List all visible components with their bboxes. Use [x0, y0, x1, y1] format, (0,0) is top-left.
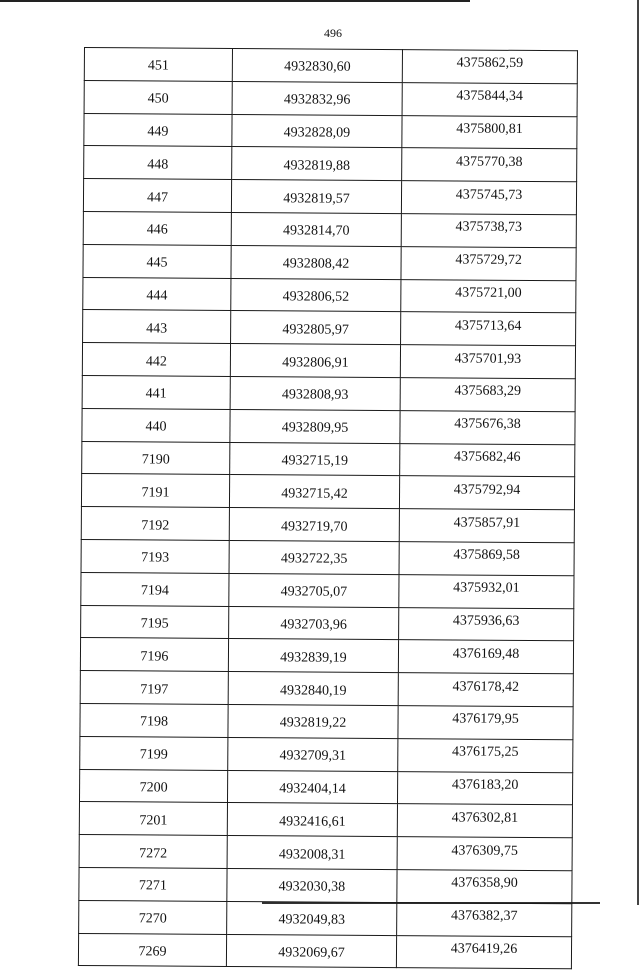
point-number-cell: 7199: [80, 736, 228, 770]
x-coordinate-cell: 4932715,19: [230, 442, 400, 476]
x-coordinate-cell: 4932832,96: [232, 81, 402, 115]
table-row: [84, 80, 577, 116]
table-row: [83, 179, 576, 215]
y-coordinate-cell: 4375932,01: [399, 574, 574, 608]
point-number-cell: 443: [83, 310, 231, 344]
x-coordinate-cell: 4932809,95: [230, 409, 400, 443]
x-coordinate-cell: 4932819,22: [228, 704, 398, 738]
point-number-cell: 7271: [79, 867, 227, 901]
x-coordinate-cell: 4932828,09: [232, 114, 402, 148]
point-number-cell: 7191: [81, 474, 229, 508]
point-number-cell: 7195: [81, 605, 229, 639]
y-coordinate-cell: 4376183,20: [397, 771, 572, 805]
table-row: [80, 736, 573, 772]
y-coordinate-cell: 4376175,25: [398, 738, 573, 772]
y-coordinate-cell: 4376382,37: [397, 902, 572, 936]
point-number-cell: 450: [84, 80, 232, 114]
y-coordinate-cell: 4375792,94: [399, 476, 574, 510]
y-coordinate-cell: 4375936,63: [399, 607, 574, 641]
x-coordinate-cell: 4932404,14: [227, 770, 397, 804]
point-number-cell: 7197: [80, 671, 228, 705]
point-number-cell: 7192: [81, 507, 229, 541]
y-coordinate-cell: 4375857,91: [399, 509, 574, 543]
x-coordinate-cell: 4932819,88: [232, 147, 402, 181]
table-row: [82, 408, 575, 444]
point-number-cell: 7200: [79, 769, 227, 803]
point-number-cell: 7272: [79, 835, 227, 869]
x-coordinate-cell: 4932839,19: [228, 639, 398, 673]
table-row: [79, 867, 572, 903]
point-number-cell: 7194: [81, 572, 229, 606]
table-row: [83, 310, 576, 346]
table-row: [81, 572, 574, 608]
point-number-cell: 442: [82, 343, 230, 377]
table-row: [83, 277, 576, 313]
point-number-cell: 7269: [78, 933, 226, 967]
y-coordinate-cell: 4376302,81: [397, 804, 572, 838]
table-row: [83, 211, 576, 247]
y-coordinate-cell: 4375713,64: [401, 312, 576, 346]
y-coordinate-cell: 4376169,48: [398, 640, 573, 674]
y-coordinate-cell: 4375745,73: [401, 181, 576, 215]
point-number-cell: 440: [82, 408, 230, 442]
x-coordinate-cell: 4932808,42: [231, 245, 401, 279]
x-coordinate-cell: 4932709,31: [228, 737, 398, 771]
y-coordinate-cell: 4376178,42: [398, 673, 573, 707]
table-row: [79, 802, 572, 838]
point-number-cell: 444: [83, 277, 231, 311]
table-row: [84, 146, 577, 182]
table-row: [80, 638, 573, 674]
x-coordinate-cell: 4932830,60: [232, 48, 402, 82]
point-number-cell: 451: [84, 48, 232, 82]
x-coordinate-cell: 4932819,57: [231, 180, 401, 214]
point-number-cell: 7270: [79, 900, 227, 934]
y-coordinate-cell: 4375729,72: [401, 246, 576, 280]
table-row: [82, 343, 575, 379]
table-row: [81, 605, 574, 641]
y-coordinate-cell: 4375800,81: [402, 115, 577, 149]
x-coordinate-cell: 4932008,31: [227, 836, 397, 870]
y-coordinate-cell: 4375862,59: [402, 50, 577, 84]
x-coordinate-cell: 4932705,07: [229, 573, 399, 607]
y-coordinate-cell: 4376419,26: [396, 935, 571, 969]
table-row: [79, 900, 572, 936]
x-coordinate-cell: 4932805,97: [231, 311, 401, 345]
point-number-cell: 7196: [80, 638, 228, 672]
y-coordinate-cell: 4376179,95: [398, 706, 573, 740]
x-coordinate-cell: 4932069,67: [226, 934, 396, 968]
table-row: [83, 244, 576, 280]
y-coordinate-cell: 4376358,90: [397, 870, 572, 904]
point-number-cell: 7198: [80, 703, 228, 737]
y-coordinate-cell: 4375683,29: [400, 378, 575, 412]
x-coordinate-cell: 4932722,35: [229, 540, 399, 574]
point-number-cell: 447: [83, 179, 231, 213]
scan-edge-right: [637, 0, 639, 905]
point-number-cell: 446: [83, 211, 231, 245]
y-coordinate-cell: 4376309,75: [397, 837, 572, 871]
point-number-cell: 7201: [79, 802, 227, 836]
point-number-cell: 445: [83, 244, 231, 278]
coordinates-table-body: [78, 48, 577, 970]
x-coordinate-cell: 4932814,70: [231, 212, 401, 246]
x-coordinate-cell: 4932806,52: [231, 278, 401, 312]
x-coordinate-cell: 4932703,96: [229, 606, 399, 640]
table-row: [81, 474, 574, 510]
x-coordinate-cell: 4932049,83: [227, 901, 397, 935]
point-number-cell: 441: [82, 375, 230, 409]
table-row: [82, 375, 575, 411]
y-coordinate-cell: 4375869,58: [399, 542, 574, 576]
coordinates-table: [78, 47, 578, 970]
point-number-cell: 448: [84, 146, 232, 180]
y-coordinate-cell: 4375770,38: [402, 148, 577, 182]
point-number-cell: 7190: [82, 441, 230, 475]
point-number-cell: 7193: [81, 539, 229, 573]
x-coordinate-cell: 4932719,70: [229, 508, 399, 542]
y-coordinate-cell: 4375676,38: [400, 410, 575, 444]
table-row: [79, 835, 572, 871]
x-coordinate-cell: 4932030,38: [227, 868, 397, 902]
table-row: [81, 539, 574, 575]
table-row: [81, 507, 574, 543]
page-number: 496: [324, 26, 342, 40]
x-coordinate-cell: 4932715,42: [229, 475, 399, 509]
y-coordinate-cell: 4375682,46: [400, 443, 575, 477]
y-coordinate-cell: 4375721,00: [401, 279, 576, 313]
y-coordinate-cell: 4375738,73: [401, 214, 576, 248]
x-coordinate-cell: 4932806,91: [230, 344, 400, 378]
table-row: [84, 113, 577, 149]
table-row: [80, 671, 573, 707]
table-row: [84, 48, 577, 84]
y-coordinate-cell: 4375701,93: [400, 345, 575, 379]
table-row: [79, 769, 572, 805]
point-number-cell: 449: [84, 113, 232, 147]
y-coordinate-cell: 4375844,34: [402, 82, 577, 116]
table-row: [82, 441, 575, 477]
scan-edge-top: [0, 0, 470, 2]
table-row: [80, 703, 573, 739]
x-coordinate-cell: 4932840,19: [228, 672, 398, 706]
x-coordinate-cell: 4932416,61: [227, 803, 397, 837]
table-row: [78, 933, 571, 969]
x-coordinate-cell: 4932808,93: [230, 376, 400, 410]
